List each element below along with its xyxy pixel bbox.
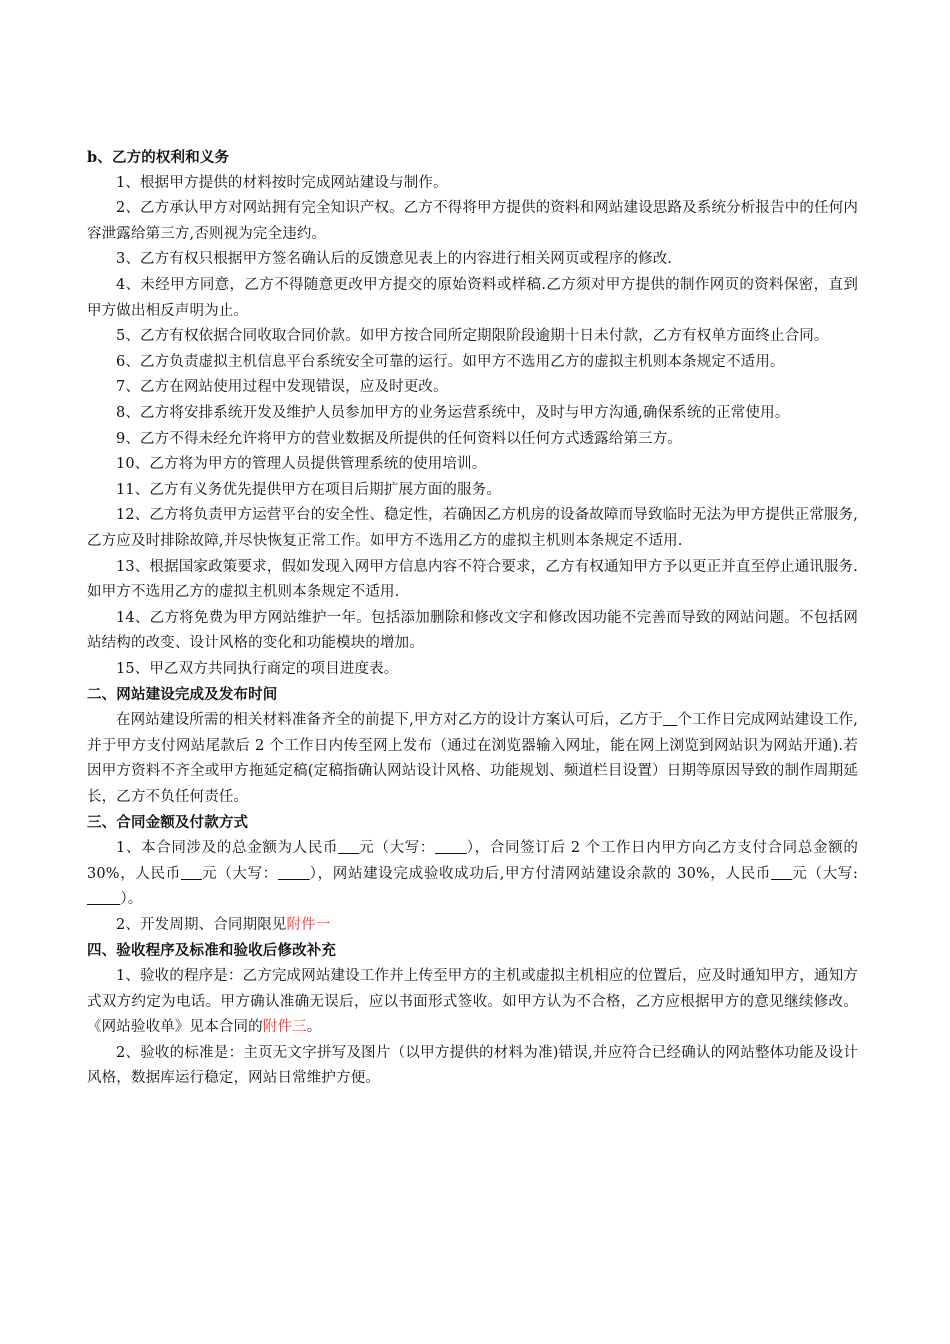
list-item: 14、乙方将免费为甲方网站维护一年。包括添加删除和修改文字和修改因功能不完善而导致的网站问题。不包括网站结构的改变、设计风格的变化和功能模块的增加。 <box>87 609 858 652</box>
appendix-1-reference: 附件一 <box>286 916 331 933</box>
list-item: 13、根据国家政策要求，假如发现入网甲方信息内容不符合要求，乙方有权通知甲方予以更正并直至停止通讯服务.如甲方不选用乙方的虚拟主机则本条规定不适用. <box>87 558 858 601</box>
text-run: 元（大写: <box>792 865 859 882</box>
fill-in-blank <box>181 866 202 882</box>
acceptance-procedure-paragraph <box>87 964 858 1041</box>
list-item: 11、乙方有义务优先提供甲方在项目后期扩展方面的服务。 <box>116 481 501 498</box>
section-2-paragraph <box>87 708 858 810</box>
text-run: 在网站建设所需的相关材料准备齐全的前提下,甲方对乙方的设计方案认可后，乙方于 <box>116 712 664 729</box>
list-item: 3、乙方有权只根据甲方签名确认后的反馈意见表上的内容进行相关网页或程序的修改. <box>116 251 673 268</box>
appendix-3-reference: 附件三 <box>262 1019 307 1036</box>
text-run: 1、本合同涉及的总金额为人民币 <box>116 840 339 857</box>
fill-in-blank <box>278 866 310 882</box>
fill-in-blank <box>771 866 792 882</box>
acceptance-standard-paragraph: 2、验收的标准是：主页无文字拼写及图片（以甲方提供的材料为准)错误,并应符合已经确认的网站整体功能及设计风格，数据库运行稳定，网站日常维护方便。 <box>87 1044 858 1087</box>
text-run: 1、验收的程序是：乙方完成网站建设工作并上传至甲方的主机或虚拟主机相应的位置后，应及时通知甲方，通知方式双方约定为电话。甲方确认准确无误后，应以书面形式签收。如甲方认为不合格，乙方应根据甲方的意见继续修改。《网站验收单》见本合同的 <box>87 968 858 1036</box>
list-item: 6、乙方负责虚拟主机信息平台系统安全可靠的运行。如甲方不选用乙方的虚拟主机则本条规定不适用。 <box>116 353 785 370</box>
text-run: 个工作日完成网站建设工作,并于甲方支付网站尾款后 2 个工作日内传至网上发布（通过在浏览器输入网址，能在网上浏览到网站识为网站开通).若因甲方资料不齐全或甲方拖延定稿(定稿指确认网站设计风格、功能规划、频道栏目设置）日期等原因导致的制作周期延长，乙方不负任何责任。 <box>87 712 858 805</box>
fill-in-blank <box>435 840 467 856</box>
text-run: 2、开发周期、合同期限见 <box>116 916 287 933</box>
list-item: 7、乙方在网站使用过程中发现错误，应及时更改。 <box>116 379 448 396</box>
text-run: 元（大写： <box>359 840 436 857</box>
text-run: 元（大写： <box>202 865 278 882</box>
text-run: ），合同签订后 2 个工作日内甲方向乙方支付合同总金额的 30%，人民币 <box>87 840 858 882</box>
fill-in-blank <box>338 840 359 856</box>
list-item: 4、未经甲方同意，乙方不得随意更改甲方提交的原始资料或样稿.乙方须对甲方提供的制作网页的资料保密，直到甲方做出相反声明为止。 <box>87 276 858 319</box>
schedule-paragraph <box>87 913 858 939</box>
list-item: 10、乙方将为甲方的管理人员提供管理系统的使用培训。 <box>116 456 487 473</box>
section-heading-4: 四、验收程序及标准和验收后修改补充 <box>87 942 337 960</box>
fill-in-blank <box>87 891 120 907</box>
list-item: 2、乙方承认甲方对网站拥有完全知识产权。乙方不得将甲方提供的资料和网站建设思路及系统分析报告中的任何内容泄露给第三方,否则视为完全违约。 <box>87 200 858 242</box>
section-heading-2: 二、网站建设完成及发布时间 <box>87 686 278 704</box>
payment-paragraph <box>87 836 858 913</box>
text-run: 。 <box>306 1019 322 1036</box>
list-item: 12、乙方将负责甲方运营平台的安全性、稳定性，若确因乙方机房的设备故障而导致临时无法为甲方提供正常服务,乙方应及时排除故障,并尽快恢复正常工作。如甲方不选用乙方的虚拟主机则本条规定不适用. <box>87 507 858 549</box>
list-item: 9、乙方不得未经允许将甲方的营业数据及所提供的任何资料以任何方式透露给第三方。 <box>116 430 683 447</box>
list-item: 5、乙方有权依据合同收取合同价款。如甲方按合同所定期限阶段逾期十日未付款，乙方有权单方面终止合同。 <box>116 328 829 345</box>
text-run: ）。 <box>120 891 143 908</box>
fill-in-blank <box>663 712 677 728</box>
obligations-list <box>87 171 858 683</box>
text-run: ），网站建设完成验收成功后,甲方付清网站建设余款的 30%，人民币 <box>309 865 772 882</box>
list-item: 15、甲乙双方共同执行商定的项目进度表。 <box>116 660 399 677</box>
list-item: 8、乙方将安排系统开发及维护人员参加甲方的业务运营系统中，及时与甲方沟通,确保系统的正常使用。 <box>116 404 790 421</box>
section-heading-b: b、乙方的权利和义务 <box>87 149 230 166</box>
list-item: 1、根据甲方提供的材料按时完成网站建设与制作。 <box>116 174 448 191</box>
section-heading-3: 三、合同金额及付款方式 <box>87 814 249 832</box>
